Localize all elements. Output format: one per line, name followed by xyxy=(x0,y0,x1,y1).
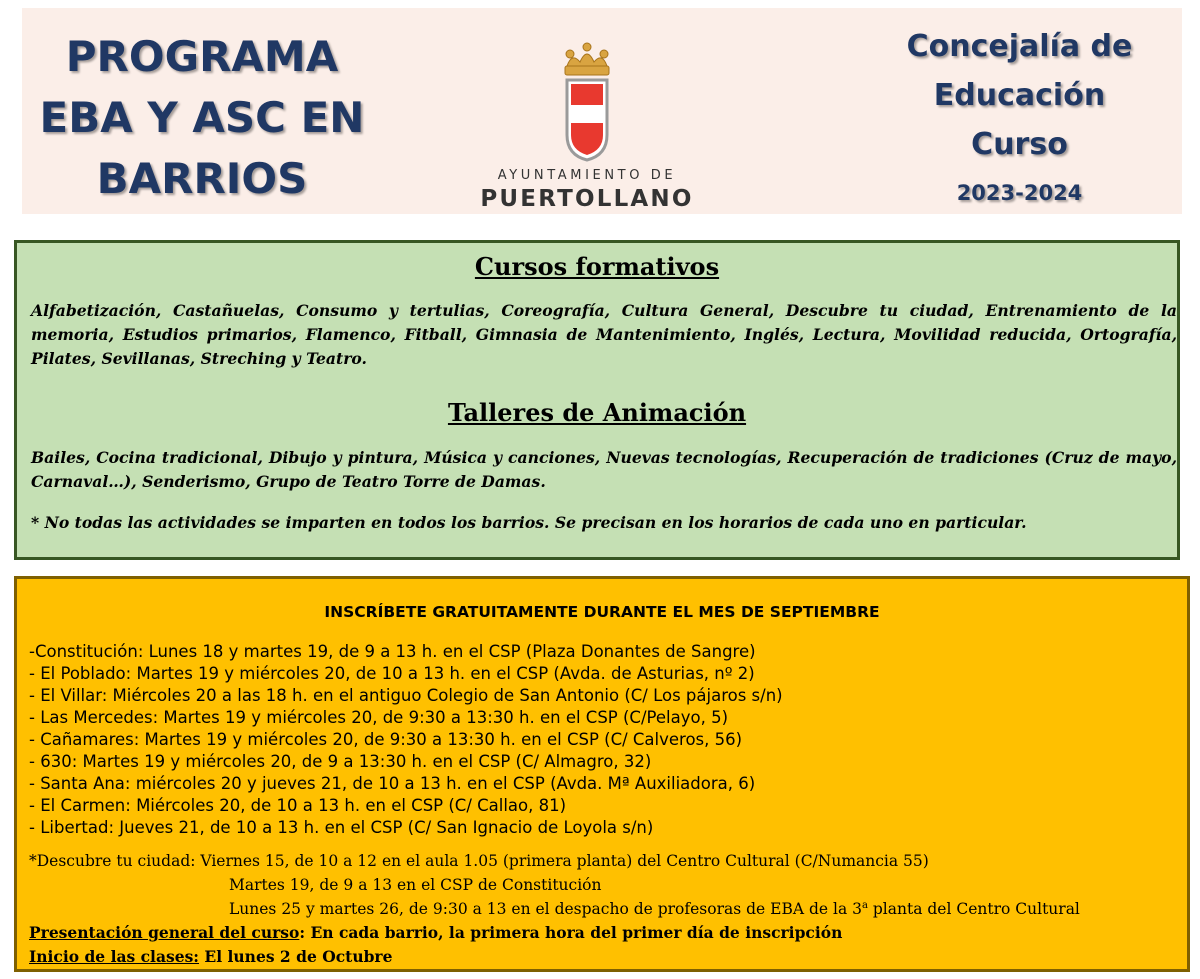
registration-list xyxy=(29,641,1179,839)
registration-line: - 630: Martes 19 y miércoles 20, de 9 a 13:30 h. en el CSP (C/ Almagro, 32) xyxy=(29,752,652,771)
puertollano-logo xyxy=(472,40,702,220)
talleres-list: Bailes, Cocina tradicional, Dibujo y pintura, Música y canciones, Nuevas tecnologías, Recuperación de tradiciones (Cruz de mayo, Carnaval…), Senderismo, Grupo de Teatro Torre de Damas. xyxy=(31,448,1177,491)
header-banner xyxy=(22,8,1182,214)
descubre-schedule xyxy=(29,850,1179,969)
registration-line: - Libertad: Jueves 21, de 10 a 13 h. en el CSP (C/ San Ignacio de Loyola s/n) xyxy=(29,818,654,837)
program-title xyxy=(22,26,382,209)
presentation-line xyxy=(29,921,1179,945)
department-line-3: Curso xyxy=(971,127,1068,162)
program-title-line-2: EBA Y ASC EN xyxy=(39,93,365,142)
descubre-line-3-text: Lunes 25 y martes 26, de 9:30 a 13 en el despacho de profesoras de EBA de la 3 xyxy=(229,899,862,918)
department-line-1: Concejalía de xyxy=(906,29,1133,64)
program-title-line-1: PROGRAMA xyxy=(65,32,339,81)
activities-note: * No todas las actividades se imparten en todos los barrios. Se precisan en los horarios de cada uno en particular. xyxy=(31,513,1027,532)
registration-line: - El Carmen: Miércoles 20, de 10 a 13 h. en el CSP (C/ Callao, 81) xyxy=(29,796,567,815)
logo-city-name: PUERTOLLANO xyxy=(480,186,694,212)
department-title xyxy=(872,22,1167,215)
start-line xyxy=(29,945,1179,969)
start-label: Inicio de las clases: xyxy=(29,947,200,967)
talleres-title: Talleres de Animación xyxy=(447,398,747,427)
activities-box xyxy=(14,240,1180,560)
presentation-text: En cada barrio, la primera hora del primer día de inscripción xyxy=(305,923,843,943)
department-line-2: Educación xyxy=(933,78,1106,113)
cursos-list: Alfabetización, Castañuelas, Consumo y tertulias, Coreografía, Cultura General, Descubre tu ciudad, Entrenamiento de la memoria, Estudios primarios, Flamenco, Fitball, Gimnasia de Mantenimiento, Inglés, Lectura, Movilidad reducida, Ortografía, Pilates, Sevillanas, Streching y Teatro. xyxy=(31,301,1177,368)
descubre-line-3 xyxy=(29,898,1179,922)
ordinal-superscript: a xyxy=(861,899,868,911)
course-year: 2023-2024 xyxy=(956,181,1083,205)
registration-line: -Constitución: Lunes 18 y martes 19, de 9 a 13 h. en el CSP (Plaza Donantes de Sangre) xyxy=(29,642,756,661)
program-title-line-3: BARRIOS xyxy=(96,154,308,203)
descubre-line-2: Martes 19, de 9 a 13 en el CSP de Constitución xyxy=(229,875,602,894)
descubre-line-3-tail: planta del Centro Cultural xyxy=(867,899,1080,918)
presentation-label: Presentación general del curso xyxy=(29,923,300,943)
logo-caption: AYUNTAMIENTO DE xyxy=(497,168,677,183)
registration-line: - Santa Ana: miércoles 20 y jueves 21, de 10 a 13 h. en el CSP (Avda. Mª Auxiliadora, 6) xyxy=(29,774,756,793)
registration-line: - El Villar: Miércoles 20 a las 18 h. en el antiguo Colegio de San Antonio (C/ Los pájaros s/n) xyxy=(29,686,783,705)
registration-line: - El Poblado: Martes 19 y miércoles 20, de 10 a 13 h. en el CSP (Avda. de Asturias, nº 2) xyxy=(29,664,755,683)
cursos-title: Cursos formativos xyxy=(474,252,720,281)
registration-line: - Las Mercedes: Martes 19 y miércoles 20, de 9:30 a 13:30 h. en el CSP (C/Pelayo, 5) xyxy=(29,708,729,727)
presentation-colon: : xyxy=(299,923,306,943)
start-text: El lunes 2 de Octubre xyxy=(199,947,393,967)
registration-box xyxy=(14,576,1190,972)
registration-line: - Cañamares: Martes 19 y miércoles 20, de 9:30 a 13:30 h. en el CSP (C/ Calveros, 56) xyxy=(29,730,743,749)
descubre-line-1: *Descubre tu ciudad: Viernes 15, de 10 a 12 en el aula 1.05 (primera planta) del Centro Cultural (C/Numancia 55) xyxy=(29,852,929,870)
coat-of-arms-icon xyxy=(472,40,702,165)
registration-title: INSCRÍBETE GRATUITAMENTE DURANTE EL MES DE SEPTIEMBRE xyxy=(324,603,880,621)
